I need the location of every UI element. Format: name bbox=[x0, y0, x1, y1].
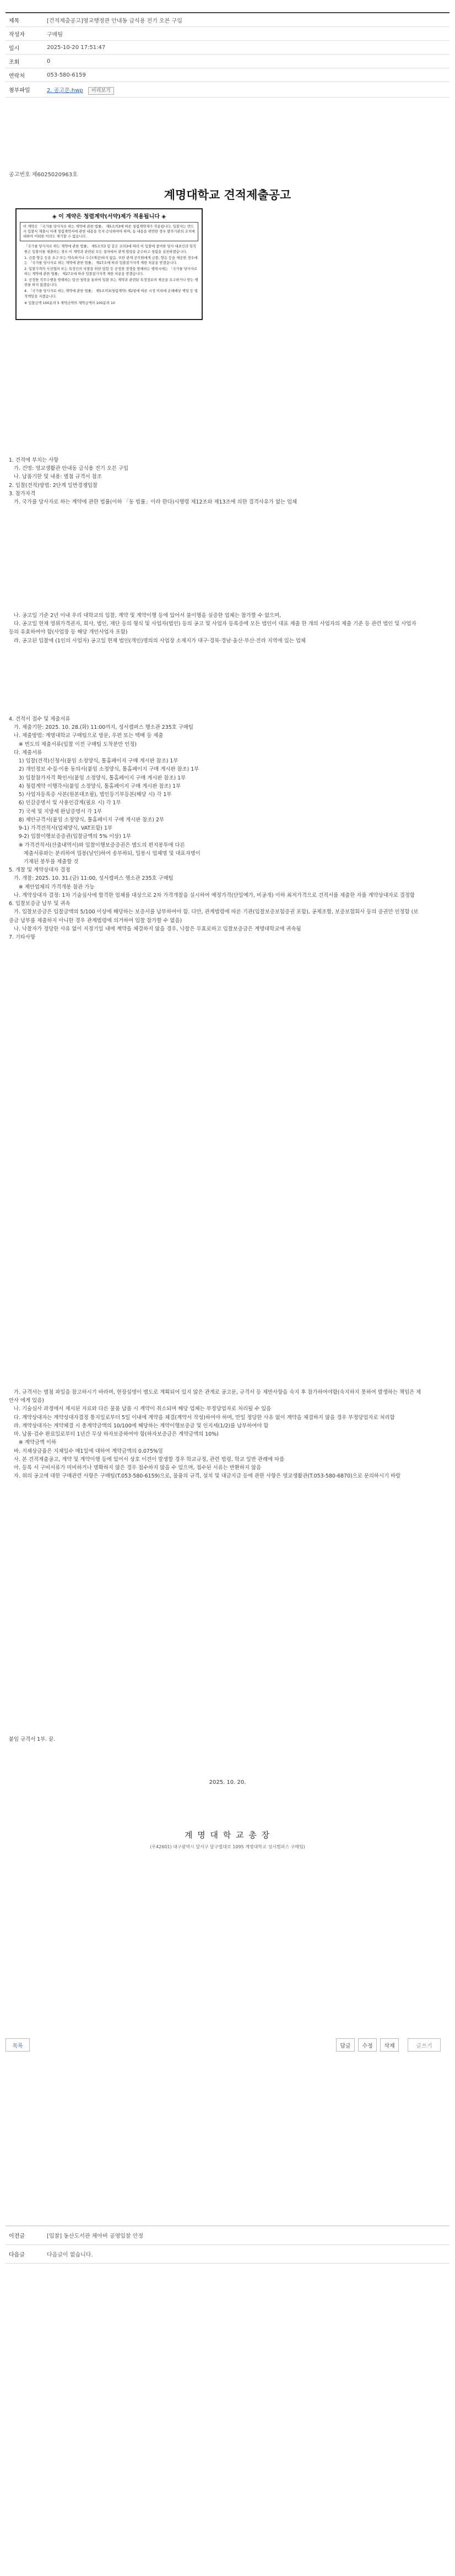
prev-post-link[interactable]: [입찰] 동산도서관 체아버 공영입찰 안정 bbox=[47, 2233, 144, 2239]
integrity-list bbox=[20, 244, 198, 299]
info-row-author bbox=[6, 27, 449, 41]
reply-button[interactable]: 답글 bbox=[336, 2038, 355, 2052]
info-row-title bbox=[6, 13, 449, 27]
integrity-heading: ◈ 이 계약은 청렴계약(서약)제가 적용됩니다 ◈ bbox=[52, 214, 166, 220]
integrity-contract-box bbox=[15, 208, 203, 320]
body-text: 붙임 규격서 1부. 끝. bbox=[9, 1736, 56, 1742]
body-section-3 bbox=[9, 715, 422, 941]
list-button[interactable]: 목록 bbox=[6, 2038, 30, 2052]
integrity-item: 3. 공정한 직무수행을 방해하는 알선·청탁을 통하여 입찰 또는 계약과 관련된 특정정보의 제공을 요구하거나 받는 행위를 하지 않겠습니다. bbox=[24, 278, 198, 288]
preview-button[interactable]: 미리보기 bbox=[88, 87, 114, 95]
info-row-views bbox=[6, 55, 449, 68]
prev-post-row[interactable] bbox=[6, 2226, 449, 2245]
body-text: 가. 규격서는 별첨 파일을 참고하시기 바라며, 현장설명이 별도로 계획되어 있지 않은 관계로 공고문, 규격서 등 제반사항을 숙지 후 참가하여야함(숙지하지 못하여 발생하는 책임은 제안사 에게 있음) 나. 기술심사 과정에서 제시된 자료와 다른 물품 납품 시 계약이 취소되며 해당 업체는 부정당업자로 처리될 수 있음 다. 계약상대자는 계약성대자결정 통지일로부터 5일 이내에 계약을 체결(계약서 작성)하여야 하며, 만일 정당한 사유 없이 계약을 체결하지 않을 경우 부정당업자로 처리함 라. 계약상대자는 계약체결 시 총계약금액의 10/100에 해당하는 계약이행보증금 및 인지세(1/2)를 납부하여야 함 마. 납품·검수 완료일로부터 1년간 무상 하자보증하여야 함(하자보증금은 계약금액의 10%) ※ 계약금액 이하 바. 지체상금율은 지체일수 매1일에 대하여 계약금액의 0.075%임 사. 본 견적제출공고, 계약 및 계약이행 등에 있어서 상호 이견이 발생할 경우 학교규정, 관련 법령, 학교 일반 관례에 따름 아. 등록 서 구비서류가 미비하거나 명확하지 않은 경우 접수하지 않을 수 있으며, 접수된 서류는 반환하지 않음 자. 위의 공고에 대한 구매관련 사항은 구매팀(T.053-580-6159)으로, 물품의 규격, 설치 및 대금지급 등에 관한 사항은 영교생활관(T.053-580-6870)으로 문의하시기 바람 bbox=[9, 1389, 421, 1480]
next-post-row bbox=[6, 2245, 449, 2264]
body-section-1 bbox=[9, 456, 422, 506]
action-bar bbox=[6, 2038, 449, 2055]
notice-date: 2025. 10. 20. bbox=[209, 1779, 246, 1785]
info-label: 연락처 bbox=[9, 73, 25, 79]
info-row-contact bbox=[6, 68, 449, 82]
view-count: 0 bbox=[47, 58, 51, 64]
post-author: 구매팀 bbox=[47, 31, 63, 38]
body-section-4 bbox=[9, 1388, 422, 1481]
attachment-link[interactable]: 2. 공고문.hwp bbox=[47, 88, 83, 94]
post-title: [건적제출공고]영교행정관 안내동 급식용 전기 오븐 구입 bbox=[47, 18, 182, 24]
contact-number: 053-580-6159 bbox=[47, 72, 86, 78]
next-post-value: 다음글이 없습니다. bbox=[47, 2252, 93, 2258]
info-label: 작성자 bbox=[9, 31, 25, 38]
signatory-address: (우42601) 대구광역시 달서구 달구벌대로 1095 계명대학교 성서캠퍼스 구매팀) bbox=[150, 1844, 305, 1849]
delete-button[interactable]: 삭제 bbox=[380, 2038, 399, 2052]
info-row-attachment bbox=[6, 82, 449, 98]
info-label: 첨부파일 bbox=[9, 88, 30, 94]
body-text: 1. 견적에 부치는 사항 가. 건명: 영교생활관 안내동 급식용 전기 오븐 구입 나. 납품기한 및 내용: 별첨 규격서 참조 2. 입찰(견적)방법: 2단계 일반경쟁입찰 3. 참가자격 가. 국가를 당사자로 하는 계약에 관한 법률(이하 「동 법률」이라 한다)시행령 제12조와 제13조에 의한 결격사유가 없는 업체 bbox=[9, 457, 297, 506]
integrity-item: 1. 금품·향응 등을 요구 또는 약속하거나 수수(제공)하지 않음. 또한 관계 공무원에게 금품, 향응 등을 제공한 경우에는 「국가를 당사자로 하는 계약에 관한 법률」 제27조에 따라 입찰참가자격 제한 처분을 받겠습니다. bbox=[24, 256, 198, 265]
signatory-name: 계 명 대 학 교 총 장 bbox=[184, 1830, 271, 1840]
integrity-intro: 이 계약은 「국가를 당사자로 하는 계약에 관한 법률」 제5조의3에 따른 청렴계약제가 적용됩니다. 입찰자는 반드시 입찰서 제출시 아래 청렴계약서에 관한 내용을 숙지·승낙하여야 하며, 동 내용을 위반한 경우 발주기관의 조치에 대하여 어떠한 이의도 제기할 수 없습니다. bbox=[20, 222, 198, 241]
info-label: 일시 bbox=[9, 45, 20, 52]
post-date: 2025-10-20 17:51:47 bbox=[47, 44, 106, 51]
attachment-note bbox=[9, 1735, 422, 1744]
edit-button[interactable]: 수정 bbox=[358, 2038, 377, 2052]
integrity-item: 「국가를 당사자로 하는 계약에 관한 법률」 제5조의3 및 같은 조의3에 따라 이 입찰에 참여한 당사 대표인과 임직원은 입찰서를 제출하는 경우 이 계약과 관련된 모든 절차에서 관계 법령을 준수하고 청렴을 실천하겠습니다. bbox=[24, 245, 197, 254]
prev-post-label: 이전글 bbox=[9, 2233, 25, 2239]
write-button[interactable]: 글쓰기 bbox=[408, 2038, 441, 2052]
attachment-cell bbox=[47, 85, 449, 94]
post-info-table bbox=[6, 12, 449, 98]
info-label: 조회 bbox=[9, 59, 20, 66]
body-text: 나. 공고일 기준 2년 이내 우리 대학교의 입찰, 계약 및 계약이행 등에 있어서 불이행을 실증한 업체는 참가할 수 없으며, 다. 공고일 현재 영위가격권자, 회사, 법인, 재단 등의 형식 및 사업자(법인) 등의 공고 및 사업자 등록증에 모든 법인이 대표 제출 한 개의 사업자의 제출 기준 등 관련 법인 및 사업자 등의 유효하여야 함(사업장 등 해당 개인사업자 포함) 라. 공고된 입찰에 (1인의 사업자) 공고일 현재 법인(개인)명의의 사업장 소재지가 대구·경북·경남·울산·부산·전라 지역에 있는 업체 bbox=[9, 613, 416, 644]
document-title: 계명대학교 견적제출공고 bbox=[164, 188, 291, 202]
notice-number: 공고번호 제6025020963호 bbox=[9, 172, 78, 178]
info-label: 제목 bbox=[9, 18, 20, 24]
integrity-footnote: ※ 입찰금액 100분의 5 계약금액의 계약금액의 100분의 10 bbox=[24, 301, 115, 305]
signature-block bbox=[0, 1829, 455, 1850]
info-row-date bbox=[6, 41, 449, 55]
integrity-item: 2. 입찰가격의 사전협의 또는 특정인의 낙찰을 위한 담합 등 공정한 경쟁을 방해하는 행위시에는 「국가를 당사자로 하는 계약에 관한 법률」 제27조에 따라 입찰참가자격 제한 처분을 받겠습니다. bbox=[24, 267, 198, 276]
body-section-2 bbox=[9, 611, 422, 645]
post-navigation bbox=[6, 2226, 449, 2264]
body-text: 4. 견적서 접수 및 제출서류 가. 제출기한: 2025. 10. 28.(화) 11:00까지, 성서캠퍼스 행소관 235호 구매팀 나. 제출방법: 계명대학교 구매팀으로 방문, 우편 또는 택배 등 제출 ※ 번도의 제출서류(입찰 이전 구매팀 도착분만 인정) 다. 제출서류 1) 입찰(견적)신청서(붙임 소정양식, 톨홈페이지 구매 게시판 참조) 1부 2) 개인정보 수집·이용 동의서(붙임 소정양식, 톨홈페이지 구매 게시판 참조) 1부 3) 입찰참가자격 확인서(붙임 소정양식, 톨홈페이지 구매 게시판 참조) 1부 4) 청렴계약 이행각서(붙임 소정양식, 톨홈페이지 구매 게시판 참조) 1부 5) 사업자등록증 사본(원본대조필), 법인등기부등본(해당 시) 각 1부 6) 인감증명서 및 사용인감계(필요 시) 각 1부 7) 국세 및 지방세 완납증명서 각 1부 8) 제안규격서(붙임 소정양식, 톨홈페이지 구매 게시판 참조) 2부 9-1) 가격견적서(업체양식, VAT포함) 1부 9-2) 입찰이행보증증권(입찰금액의 5% 이상) 1부 ※ 가격견적서(산출내역서)와 입찰이행보증증권은 별도의 편지봉투에 다른 제출서류와는 분리하여 밀봉(날인)하여 송부하되, 밀봉시 업체명 및 대표자명이 기재된 봉투를 제출할 것 5. 개찰 및 계약상대자 결정 가. 개찰: 2025. 10. 31.(금) 11:00, 성서캠퍼스 행소관 235호 구매팀 ※ 제안업체의 가격개봉 참관 가능 나. 계약상대자 결정: 1차 기술심사에 합격한 업체를 대상으로 2차 가격개찰을 실시하여 예정가격(단일예가, 비공개) 이하 최저가격으로 견적서를 제출한 자를 계약상대자로 결정함 6. 입찰보증금 납부 및 귀속 가. 입찰보증금은 입찰금액의 5/100 이상에 해당하는 보증서를 납부하여야 함. 다만, 관계법령에 따른 기관(입찰보증보험증권 포함), 공제조합, 보증보험회사 등의 증권만 인정함 (보증금 납부를 제출하지 아니한 경우 관계법령에 의거하여 입찰 참가할 수 없음) 나. 낙찰자가 정당한 사유 없이 지정기일 내에 계약을 체결하지 않을 경우, 낙찰은 무효로하고 입찰보증금은 계명대학교에 귀속됨 7. 기타사항 bbox=[9, 716, 419, 941]
integrity-item: 4. 「국가를 당사자로 하는 계약에 관한 법률」 제5조의3(청렴계약) 제2항에 따른 시정 이외에 손해배상 책임 등 법적책임을 지겠습니다. bbox=[24, 289, 198, 299]
next-post-label: 다음글 bbox=[9, 2252, 25, 2258]
